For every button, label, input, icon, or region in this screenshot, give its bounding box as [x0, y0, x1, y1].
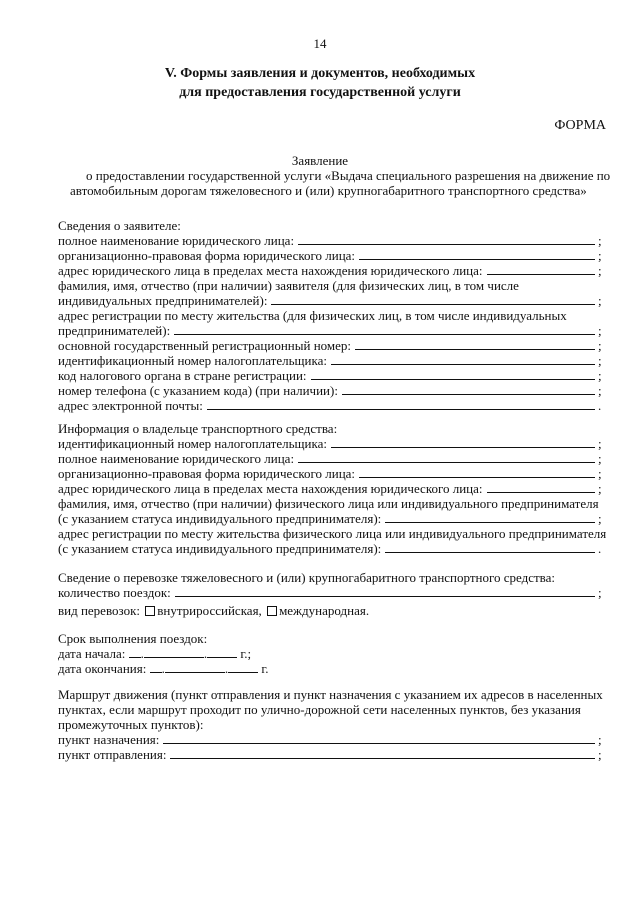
semicolon: ; — [598, 338, 602, 353]
applicant-ogrn-row — [58, 338, 604, 353]
applicant-ogrn-field[interactable] — [355, 348, 595, 350]
start-year-field[interactable] — [207, 646, 237, 658]
applicant-email-field[interactable] — [207, 408, 595, 410]
destination-row — [58, 732, 604, 747]
applicant-full-name-row — [58, 233, 604, 248]
applicant-tax-code-field[interactable] — [311, 378, 595, 380]
owner-fio-row — [58, 511, 604, 526]
owner-residence-field[interactable] — [385, 551, 595, 553]
semicolon: ; — [598, 585, 602, 600]
destination-label: пункт назначения: — [58, 732, 160, 747]
route-heading-line1: Маршрут движения (пункт отправления и пункт назначения с указанием их адресов в населенных — [58, 687, 603, 702]
owner-fio-field[interactable] — [385, 521, 595, 523]
destination-field[interactable] — [163, 742, 595, 744]
period: . — [598, 398, 602, 413]
end-year-field[interactable] — [228, 661, 258, 673]
applicant-inn-field[interactable] — [331, 363, 595, 365]
end-year-suffix: г. — [261, 661, 269, 676]
owner-heading: Информация о владельце транспортного средства: — [58, 421, 338, 436]
start-date-label: дата начала: — [58, 646, 126, 661]
transport-type-row — [58, 603, 604, 618]
transport-section — [58, 570, 604, 618]
applicant-email-label: адрес электронной почты: — [58, 398, 203, 413]
owner-full-name-label: полное наименование юридического лица: — [58, 451, 295, 466]
application-subtitle: о предоставлении государственной услуги «Выдача специального разрешения на движение по автомобильным дорогам тяжеловесного и (или) крупногабаритного транспортного средства» — [70, 168, 611, 198]
applicant-residence-field[interactable] — [174, 333, 595, 335]
transport-type-label: вид перевозок: — [58, 603, 140, 618]
end-day-field[interactable] — [150, 661, 162, 673]
applicant-inn-row — [58, 353, 604, 368]
owner-legal-form-label: организационно-правовая форма юридического лица: — [58, 466, 356, 481]
owner-address-field[interactable] — [487, 491, 595, 493]
semicolon: ; — [598, 323, 602, 338]
applicant-legal-form-row — [58, 248, 604, 263]
domestic-checkbox[interactable] — [145, 606, 155, 616]
applicant-legal-form-field[interactable] — [359, 258, 595, 260]
semicolon: ; — [598, 248, 602, 263]
start-day-field[interactable] — [129, 646, 141, 658]
owner-residence-label: (с указанием статуса индивидуального предпринимателя): — [58, 541, 382, 556]
start-date-row: дата начала: . . г.; — [58, 646, 252, 661]
owner-inn-label: идентификационный номер налогоплательщика: — [58, 436, 327, 451]
dates-section — [58, 631, 604, 676]
applicant-full-name-label: полное наименование юридического лица: — [58, 233, 295, 248]
end-date-label: дата окончания: — [58, 661, 147, 676]
semicolon: ; — [598, 383, 602, 398]
owner-fio-label: (с указанием статуса индивидуального предпринимателя): — [58, 511, 382, 526]
applicant-tax-code-row — [58, 368, 604, 383]
applicant-residence-label: предпринимателей): — [58, 323, 171, 338]
departure-row — [58, 747, 604, 762]
owner-section — [58, 421, 607, 556]
end-month-field[interactable] — [165, 661, 225, 673]
applicant-phone-label: номер телефона (с указанием кода) (при наличии): — [58, 383, 338, 398]
section-title-line-2: для предоставления государственной услуги — [179, 85, 461, 100]
semicolon: ; — [598, 263, 602, 278]
owner-legal-form-field[interactable] — [359, 476, 595, 478]
semicolon: ; — [598, 481, 602, 496]
applicant-legal-form-label: организационно-правовая форма юридического лица: — [58, 248, 356, 263]
international-option-label: международная. — [279, 603, 370, 618]
form-label: ФОРМА — [554, 118, 606, 133]
applicant-address-row — [58, 263, 604, 278]
route-heading-line3: промежуточных пунктов): — [58, 717, 204, 732]
owner-inn-field[interactable] — [331, 446, 595, 448]
owner-inn-row — [58, 436, 604, 451]
transport-heading: Сведение о перевозке тяжеловесного и (или) крупногабаритного транспортного средства: — [58, 570, 556, 585]
start-year-suffix: г.; — [240, 646, 252, 661]
applicant-full-name-field[interactable] — [298, 243, 595, 245]
semicolon: ; — [598, 451, 602, 466]
route-section — [58, 687, 604, 762]
page-number: 14 — [313, 36, 327, 51]
owner-residence-row — [58, 541, 604, 556]
semicolon: ; — [598, 436, 602, 451]
applicant-phone-row — [58, 383, 604, 398]
dates-heading: Срок выполнения поездок: — [58, 631, 208, 646]
semicolon: ; — [598, 368, 602, 383]
application-heading: Заявление — [291, 153, 349, 168]
semicolon: ; — [598, 511, 602, 526]
semicolon: ; — [598, 233, 602, 248]
semicolon: ; — [598, 353, 602, 368]
owner-address-row — [58, 481, 604, 496]
trip-count-field[interactable] — [175, 595, 595, 597]
section-title — [0, 64, 640, 102]
applicant-residence-row — [58, 323, 604, 338]
applicant-ogrn-label: основной государственный регистрационный номер: — [58, 338, 352, 353]
semicolon: ; — [598, 293, 602, 308]
owner-full-name-row — [58, 451, 604, 466]
owner-full-name-field[interactable] — [298, 461, 595, 463]
applicant-tax-code-label: код налогового органа в стране регистрации: — [58, 368, 307, 383]
applicant-fio-label: индивидуальных предпринимателей): — [58, 293, 268, 308]
owner-address-label: адрес юридического лица в пределах места нахождения юридического лица: — [58, 481, 483, 496]
applicant-section — [58, 218, 604, 413]
applicant-heading: Сведения о заявителе: — [58, 218, 181, 233]
section-title-line-1: V. Формы заявления и документов, необходимых — [164, 66, 476, 81]
departure-field[interactable] — [170, 757, 595, 759]
applicant-email-row — [58, 398, 604, 413]
semicolon: ; — [598, 466, 602, 481]
applicant-fio-row — [58, 293, 604, 308]
trip-count-label: количество поездок: — [58, 585, 171, 600]
owner-residence-label-line1: адрес регистрации по месту жительства физического лица или индивидуального предпринимателя — [58, 526, 607, 541]
period: . — [598, 541, 602, 556]
semicolon: ; — [598, 732, 602, 747]
applicant-address-field[interactable] — [487, 273, 595, 275]
applicant-residence-label-line1: адрес регистрации по месту жительства (для физических лиц, в том числе индивидуальных — [58, 308, 567, 323]
domestic-option-label: внутрироссийская, — [157, 603, 262, 618]
end-date-row: дата окончания: . . г. — [58, 661, 269, 676]
semicolon: ; — [598, 747, 602, 762]
owner-fio-label-line1: фамилия, имя, отчество (при наличии) физического лица или индивидуального предпринимателя — [58, 496, 599, 511]
applicant-phone-field[interactable] — [342, 393, 595, 395]
owner-legal-form-row — [58, 466, 604, 481]
trip-count-row — [58, 585, 604, 600]
applicant-inn-label: идентификационный номер налогоплательщика: — [58, 353, 327, 368]
applicant-address-label: адрес юридического лица в пределах места нахождения юридического лица: — [58, 263, 483, 278]
applicant-fio-label-line1: фамилия, имя, отчество (при наличии) заявителя (для физических лиц, в том числе — [58, 278, 519, 293]
applicant-fio-field[interactable] — [271, 303, 595, 305]
start-month-field[interactable] — [144, 646, 204, 658]
departure-label: пункт отправления: — [58, 747, 167, 762]
route-heading-line2: пунктах, если маршрут проходит по улично-дорожной сети населенных пунктов, без указания — [58, 702, 581, 717]
international-checkbox[interactable] — [267, 606, 277, 616]
